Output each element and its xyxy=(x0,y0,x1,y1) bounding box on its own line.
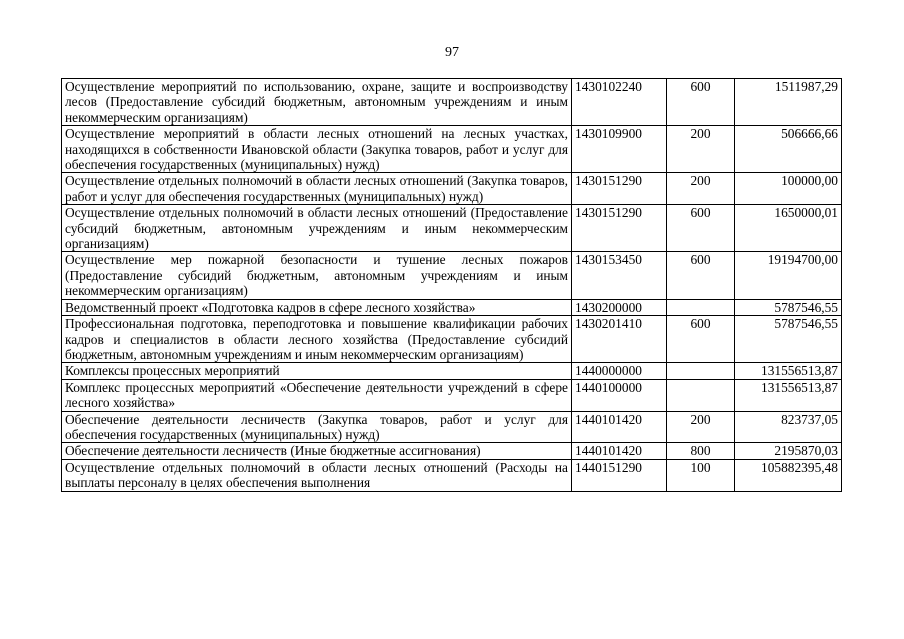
amount-cell: 1650000,01 xyxy=(735,205,842,252)
target-code-cell: 1440100000 xyxy=(572,379,667,411)
target-code-cell: 1440151290 xyxy=(572,459,667,491)
target-code-cell: 1430109900 xyxy=(572,126,667,173)
expense-type-cell xyxy=(667,299,735,315)
table-row xyxy=(62,443,842,459)
expense-name-cell: Осуществление мероприятий по использованию, охране, защите и воспроизводству лесов (Предоставление субсидий бюджетным, автономным учреждениям и иным некоммерческим организациям) xyxy=(62,79,572,126)
expense-name-cell: Обеспечение деятельности лесничеств (Иные бюджетные ассигнования) xyxy=(62,443,572,459)
expense-type-cell: 600 xyxy=(667,316,735,363)
expense-type-cell: 100 xyxy=(667,459,735,491)
target-code-cell: 1430102240 xyxy=(572,79,667,126)
table-row xyxy=(62,173,842,205)
expense-name-cell: Осуществление отдельных полномочий в области лесных отношений (Предоставление субсидий бюджетным, автономным учреждениям и иным некоммерческим организациям) xyxy=(62,205,572,252)
expense-name-cell: Профессиональная подготовка, переподготовка и повышение квалификации рабочих кадров и специалистов в области лесного хозяйства (Предоставление субсидий бюджетным, автономным учреждениям и иным некоммерческим организациям) xyxy=(62,316,572,363)
amount-cell: 131556513,87 xyxy=(735,363,842,379)
table-row xyxy=(62,379,842,411)
expense-type-cell: 600 xyxy=(667,252,735,299)
target-code-cell: 1440101420 xyxy=(572,411,667,443)
amount-cell: 823737,05 xyxy=(735,411,842,443)
expense-name-cell: Осуществление отдельных полномочий в области лесных отношений (Расходы на выплаты персоналу в целях обеспечения выполнения xyxy=(62,459,572,491)
amount-cell: 19194700,00 xyxy=(735,252,842,299)
target-code-cell: 1430201410 xyxy=(572,316,667,363)
target-code-cell: 1440000000 xyxy=(572,363,667,379)
amount-cell: 105882395,48 xyxy=(735,459,842,491)
amount-cell: 100000,00 xyxy=(735,173,842,205)
target-code-cell: 1430153450 xyxy=(572,252,667,299)
table-row xyxy=(62,252,842,299)
budget-table xyxy=(61,78,842,492)
target-code-cell: 1440101420 xyxy=(572,443,667,459)
expense-type-cell: 200 xyxy=(667,411,735,443)
expense-type-cell: 600 xyxy=(667,79,735,126)
table-row xyxy=(62,411,842,443)
budget-table-body xyxy=(62,79,842,492)
expense-type-cell: 200 xyxy=(667,126,735,173)
page-number: 97 xyxy=(445,45,459,60)
table-row xyxy=(62,363,842,379)
expense-type-cell xyxy=(667,363,735,379)
target-code-cell: 1430151290 xyxy=(572,173,667,205)
expense-type-cell: 800 xyxy=(667,443,735,459)
expense-name-cell: Комплекс процессных мероприятий «Обеспечение деятельности учреждений в сфере лесного хозяйства» xyxy=(62,379,572,411)
amount-cell: 1511987,29 xyxy=(735,79,842,126)
expense-type-cell: 200 xyxy=(667,173,735,205)
amount-cell: 5787546,55 xyxy=(735,299,842,315)
target-code-cell: 1430200000 xyxy=(572,299,667,315)
amount-cell: 131556513,87 xyxy=(735,379,842,411)
amount-cell: 5787546,55 xyxy=(735,316,842,363)
amount-cell: 506666,66 xyxy=(735,126,842,173)
target-code-cell: 1430151290 xyxy=(572,205,667,252)
expense-type-cell: 600 xyxy=(667,205,735,252)
expense-name-cell: Осуществление мероприятий в области лесных отношений на лесных участках, находящихся в собственности Ивановской области (Закупка товаров, работ и услуг для обеспечения государственных (муниципальных) нужд) xyxy=(62,126,572,173)
table-row xyxy=(62,79,842,126)
table-row xyxy=(62,299,842,315)
expense-type-cell xyxy=(667,379,735,411)
expense-name-cell: Ведомственный проект «Подготовка кадров в сфере лесного хозяйства» xyxy=(62,299,572,315)
expense-name-cell: Осуществление мер пожарной безопасности и тушение лесных пожаров (Предоставление субсидий бюджетным, автономным учреждениям и иным некоммерческим организациям) xyxy=(62,252,572,299)
table-row xyxy=(62,316,842,363)
table-row xyxy=(62,126,842,173)
table-row xyxy=(62,205,842,252)
table-row xyxy=(62,459,842,491)
expense-name-cell: Комплексы процессных мероприятий xyxy=(62,363,572,379)
expense-name-cell: Осуществление отдельных полномочий в области лесных отношений (Закупка товаров, работ и услуг для обеспечения государственных (муниципальных) нужд) xyxy=(62,173,572,205)
amount-cell: 2195870,03 xyxy=(735,443,842,459)
expense-name-cell: Обеспечение деятельности лесничеств (Закупка товаров, работ и услуг для обеспечения государственных (муниципальных) нужд) xyxy=(62,411,572,443)
